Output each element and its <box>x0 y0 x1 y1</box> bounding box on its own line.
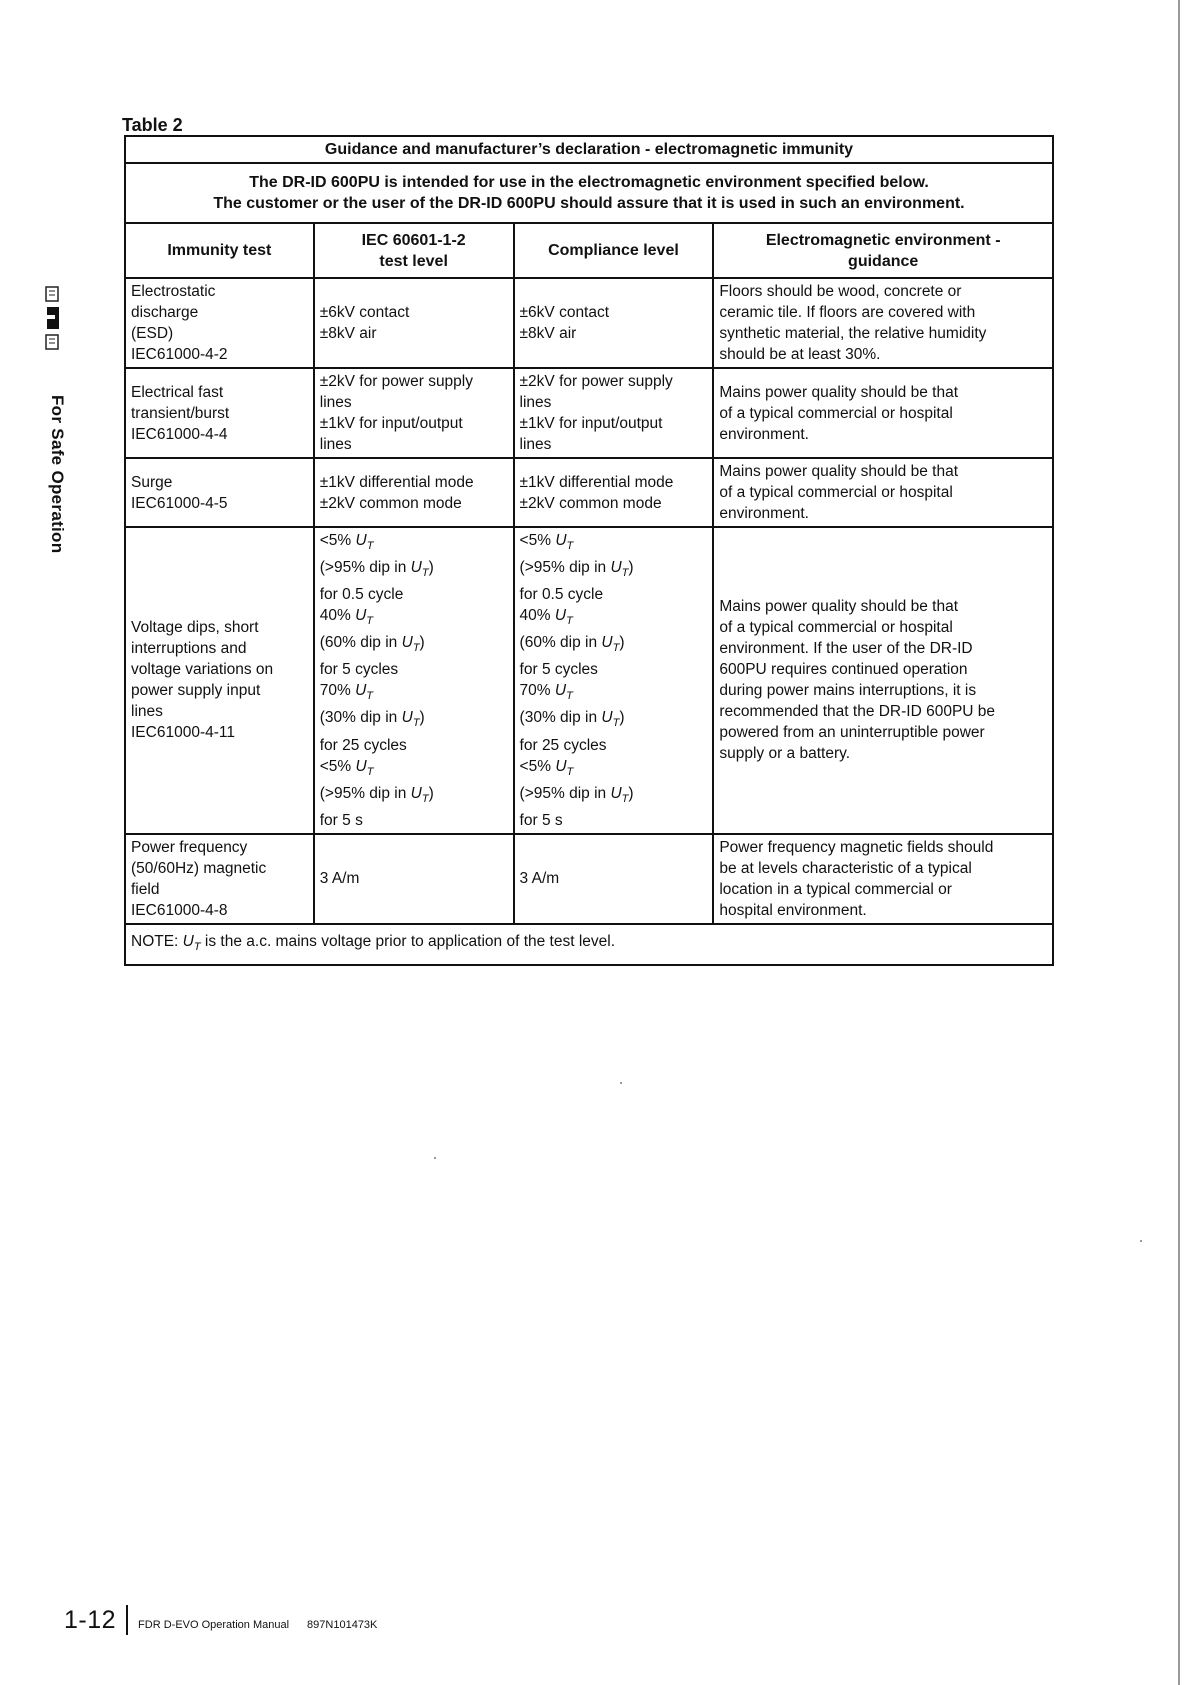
cell-line: (60% dip in $U_T$) <box>519 634 625 655</box>
cell-line: Surge <box>131 473 173 491</box>
page-edge-rule <box>1178 0 1180 1685</box>
cell-line: powered from an uninterruptible power <box>719 724 985 742</box>
cell-line: discharge <box>131 304 199 321</box>
cell-line: (30% dip in $U_T$) <box>319 709 425 730</box>
cell-line: (60% dip in $U_T$) <box>319 634 425 655</box>
page-number: 1-12 <box>64 1606 117 1634</box>
cell-line: ±8kV air <box>519 325 577 342</box>
cell-line: Power frequency <box>131 838 248 856</box>
cell-line: ±2kV common mode <box>519 494 662 512</box>
table-row <box>125 527 1053 834</box>
cell-line: ±2kV common mode <box>319 494 462 512</box>
cell-line: ±1kV differential mode <box>519 473 674 491</box>
cell-line: lines <box>131 703 163 721</box>
cell-line: transient/burst <box>131 404 230 422</box>
cell-line: Electrostatic <box>131 283 216 300</box>
table-note-row <box>125 924 1053 965</box>
cell-line: 70% $U_T$ <box>519 682 573 703</box>
cell-line: (ESD) <box>131 325 174 342</box>
cell-line: for 25 cycles <box>319 736 407 754</box>
chapter-side-tab <box>40 285 70 565</box>
cell-line: for 0.5 cycle <box>519 586 604 604</box>
cell-line: (>95% dip in $U_T$) <box>519 784 634 805</box>
cell-guidance <box>713 527 1053 834</box>
cell-line: (50/60Hz) magnetic <box>131 859 267 877</box>
cell-line: Voltage dips, short <box>131 619 259 637</box>
document-number: 897N101473K <box>307 1619 378 1631</box>
cell-compliance-level <box>514 368 714 458</box>
cell-line: <5% $U_T$ <box>519 757 574 778</box>
cell-line: ±2kV for power supply <box>519 373 673 390</box>
cell-line: IEC61000-4-2 <box>131 346 228 363</box>
cell-line: Electrical fast <box>131 383 224 401</box>
cell-line: ±8kV air <box>319 325 377 342</box>
cell-line: 3 A/m <box>519 870 560 888</box>
cell-test-level <box>314 834 514 924</box>
cell-line: hospital environment. <box>719 901 867 919</box>
cell-line: IEC61000-4-4 <box>131 425 228 443</box>
table-note <box>125 924 1053 965</box>
cell-line: environment. <box>719 505 809 522</box>
cell-line: be at levels characteristic of a typical <box>719 859 972 877</box>
cell-line: Power frequency magnetic fields should <box>719 838 994 856</box>
cell-line: supply or a battery. <box>719 745 851 763</box>
cell-line: environment. If the user of the DR-ID <box>719 640 973 658</box>
cell-line: ceramic tile. If floors are covered with <box>719 304 976 321</box>
cell-compliance-level <box>514 278 714 368</box>
cell-line: power supply input <box>131 682 261 700</box>
intro-line: The customer or the user of the DR-ID 600PU should assure that it is used in such an environment. <box>213 195 965 212</box>
cell-line: lines <box>519 436 552 453</box>
cell-line: of a typical commercial or hospital <box>719 484 953 501</box>
cell-test-level <box>314 527 514 834</box>
cell-line: of a typical commercial or hospital <box>719 404 953 422</box>
cell-immunity-test <box>125 834 314 924</box>
cell-line: lines <box>319 394 352 411</box>
cell-line: IEC61000-4-5 <box>131 494 228 512</box>
chapter-marker-icon <box>44 285 64 365</box>
intro-line: The DR-ID 600PU is intended for use in the electromagnetic environment specified below. <box>249 174 929 191</box>
cell-line: <5% $U_T$ <box>319 757 374 778</box>
cell-line: (>95% dip in $U_T$) <box>319 784 434 805</box>
cell-guidance <box>713 834 1053 924</box>
cell-line: should be at least 30%. <box>719 346 881 363</box>
chapter-label: For Safe Operation <box>48 395 67 554</box>
table-body <box>125 278 1053 924</box>
cell-line: of a typical commercial or hospital <box>719 619 953 637</box>
footer-divider <box>126 1605 128 1635</box>
cell-line: 600PU requires continued operation <box>719 661 968 679</box>
cell-line: voltage variations on <box>131 661 274 679</box>
cell-line: synthetic material, the relative humidity <box>719 325 987 342</box>
cell-line: location in a typical commercial or <box>719 880 952 898</box>
cell-compliance-level <box>514 458 714 527</box>
cell-line: interruptions and <box>131 640 247 658</box>
cell-line: ±1kV for input/output <box>319 415 463 432</box>
cell-immunity-test <box>125 278 314 368</box>
column-header-row <box>125 223 1053 278</box>
header-line: IEC 60601-1-2 <box>361 231 466 249</box>
cell-line: (>95% dip in $U_T$) <box>319 559 434 580</box>
cell-line: environment. <box>719 425 809 443</box>
cell-line: (30% dip in $U_T$) <box>519 709 625 730</box>
emc-immunity-table <box>124 135 1054 966</box>
cell-test-level <box>314 278 514 368</box>
table-row <box>125 368 1053 458</box>
cell-line: lines <box>319 436 352 453</box>
header-em-guidance <box>713 223 1053 278</box>
cell-line: Mains power quality should be that <box>719 383 959 401</box>
scan-speck <box>620 1082 622 1084</box>
header-line: Compliance level <box>548 242 679 259</box>
cell-line: for 5 s <box>519 811 563 829</box>
cell-line: during power mains interruptions, it is <box>719 682 977 700</box>
cell-line: ±1kV for input/output <box>519 415 663 432</box>
cell-line: 40% $U_T$ <box>519 607 573 628</box>
cell-line: <5% $U_T$ <box>319 532 374 553</box>
cell-line: Mains power quality should be that <box>719 598 959 616</box>
table-title: Guidance and manufacturer’s declaration - electromagnetic immunity <box>125 136 1053 163</box>
page-footer <box>64 1605 377 1635</box>
manual-title: FDR D-EVO Operation Manual <box>138 1619 290 1631</box>
header-immunity-test <box>125 223 314 278</box>
cell-line: Mains power quality should be that <box>719 463 959 480</box>
cell-line: for 5 s <box>319 811 363 829</box>
cell-line: for 25 cycles <box>519 736 607 754</box>
cell-immunity-test <box>125 527 314 834</box>
table-caption: Table 2 <box>122 115 183 135</box>
cell-immunity-test <box>125 458 314 527</box>
header-line: Electromagnetic environment - <box>765 231 1001 249</box>
cell-line: ±1kV differential mode <box>319 473 474 491</box>
cell-line: 40% $U_T$ <box>319 607 374 628</box>
table-intro <box>125 163 1053 223</box>
cell-line: (>95% dip in $U_T$) <box>519 559 634 580</box>
cell-line: ±6kV contact <box>319 304 410 321</box>
header-line: guidance <box>848 252 919 270</box>
cell-test-level <box>314 368 514 458</box>
cell-line: for 5 cycles <box>319 661 399 679</box>
cell-line: 70% $U_T$ <box>319 682 374 703</box>
cell-line: <5% $U_T$ <box>519 532 574 553</box>
cell-line: IEC61000-4-8 <box>131 901 228 919</box>
header-line: test level <box>379 252 448 270</box>
header-line: Immunity test <box>167 242 272 259</box>
cell-line: Floors should be wood, concrete or <box>719 283 962 300</box>
scan-speck <box>1140 1240 1142 1242</box>
cell-line: IEC61000-4-11 <box>131 724 235 742</box>
cell-line: recommended that the DR-ID 600PU be <box>719 703 996 721</box>
cell-test-level <box>314 458 514 527</box>
cell-line: lines <box>519 394 552 411</box>
cell-compliance-level <box>514 834 714 924</box>
table-intro-row <box>125 163 1053 223</box>
cell-guidance <box>713 368 1053 458</box>
table-row <box>125 834 1053 924</box>
cell-line: ±6kV contact <box>519 304 610 321</box>
header-iec-test-level <box>314 223 514 278</box>
table-row <box>125 458 1053 527</box>
cell-line: for 0.5 cycle <box>319 586 404 604</box>
note-text: NOTE: $U_T$ is the a.c. mains voltage prior to application of the test level. <box>131 932 616 953</box>
cell-compliance-level <box>514 527 714 834</box>
header-compliance-level <box>514 223 714 278</box>
cell-line: for 5 cycles <box>519 661 598 679</box>
scan-speck <box>434 1157 436 1159</box>
cell-immunity-test <box>125 368 314 458</box>
cell-line: ±2kV for power supply <box>319 373 473 390</box>
table-row <box>125 278 1053 368</box>
cell-guidance <box>713 278 1053 368</box>
table-title-row <box>125 136 1053 163</box>
cell-guidance <box>713 458 1053 527</box>
cell-line: field <box>131 880 160 898</box>
cell-line: 3 A/m <box>319 870 360 888</box>
